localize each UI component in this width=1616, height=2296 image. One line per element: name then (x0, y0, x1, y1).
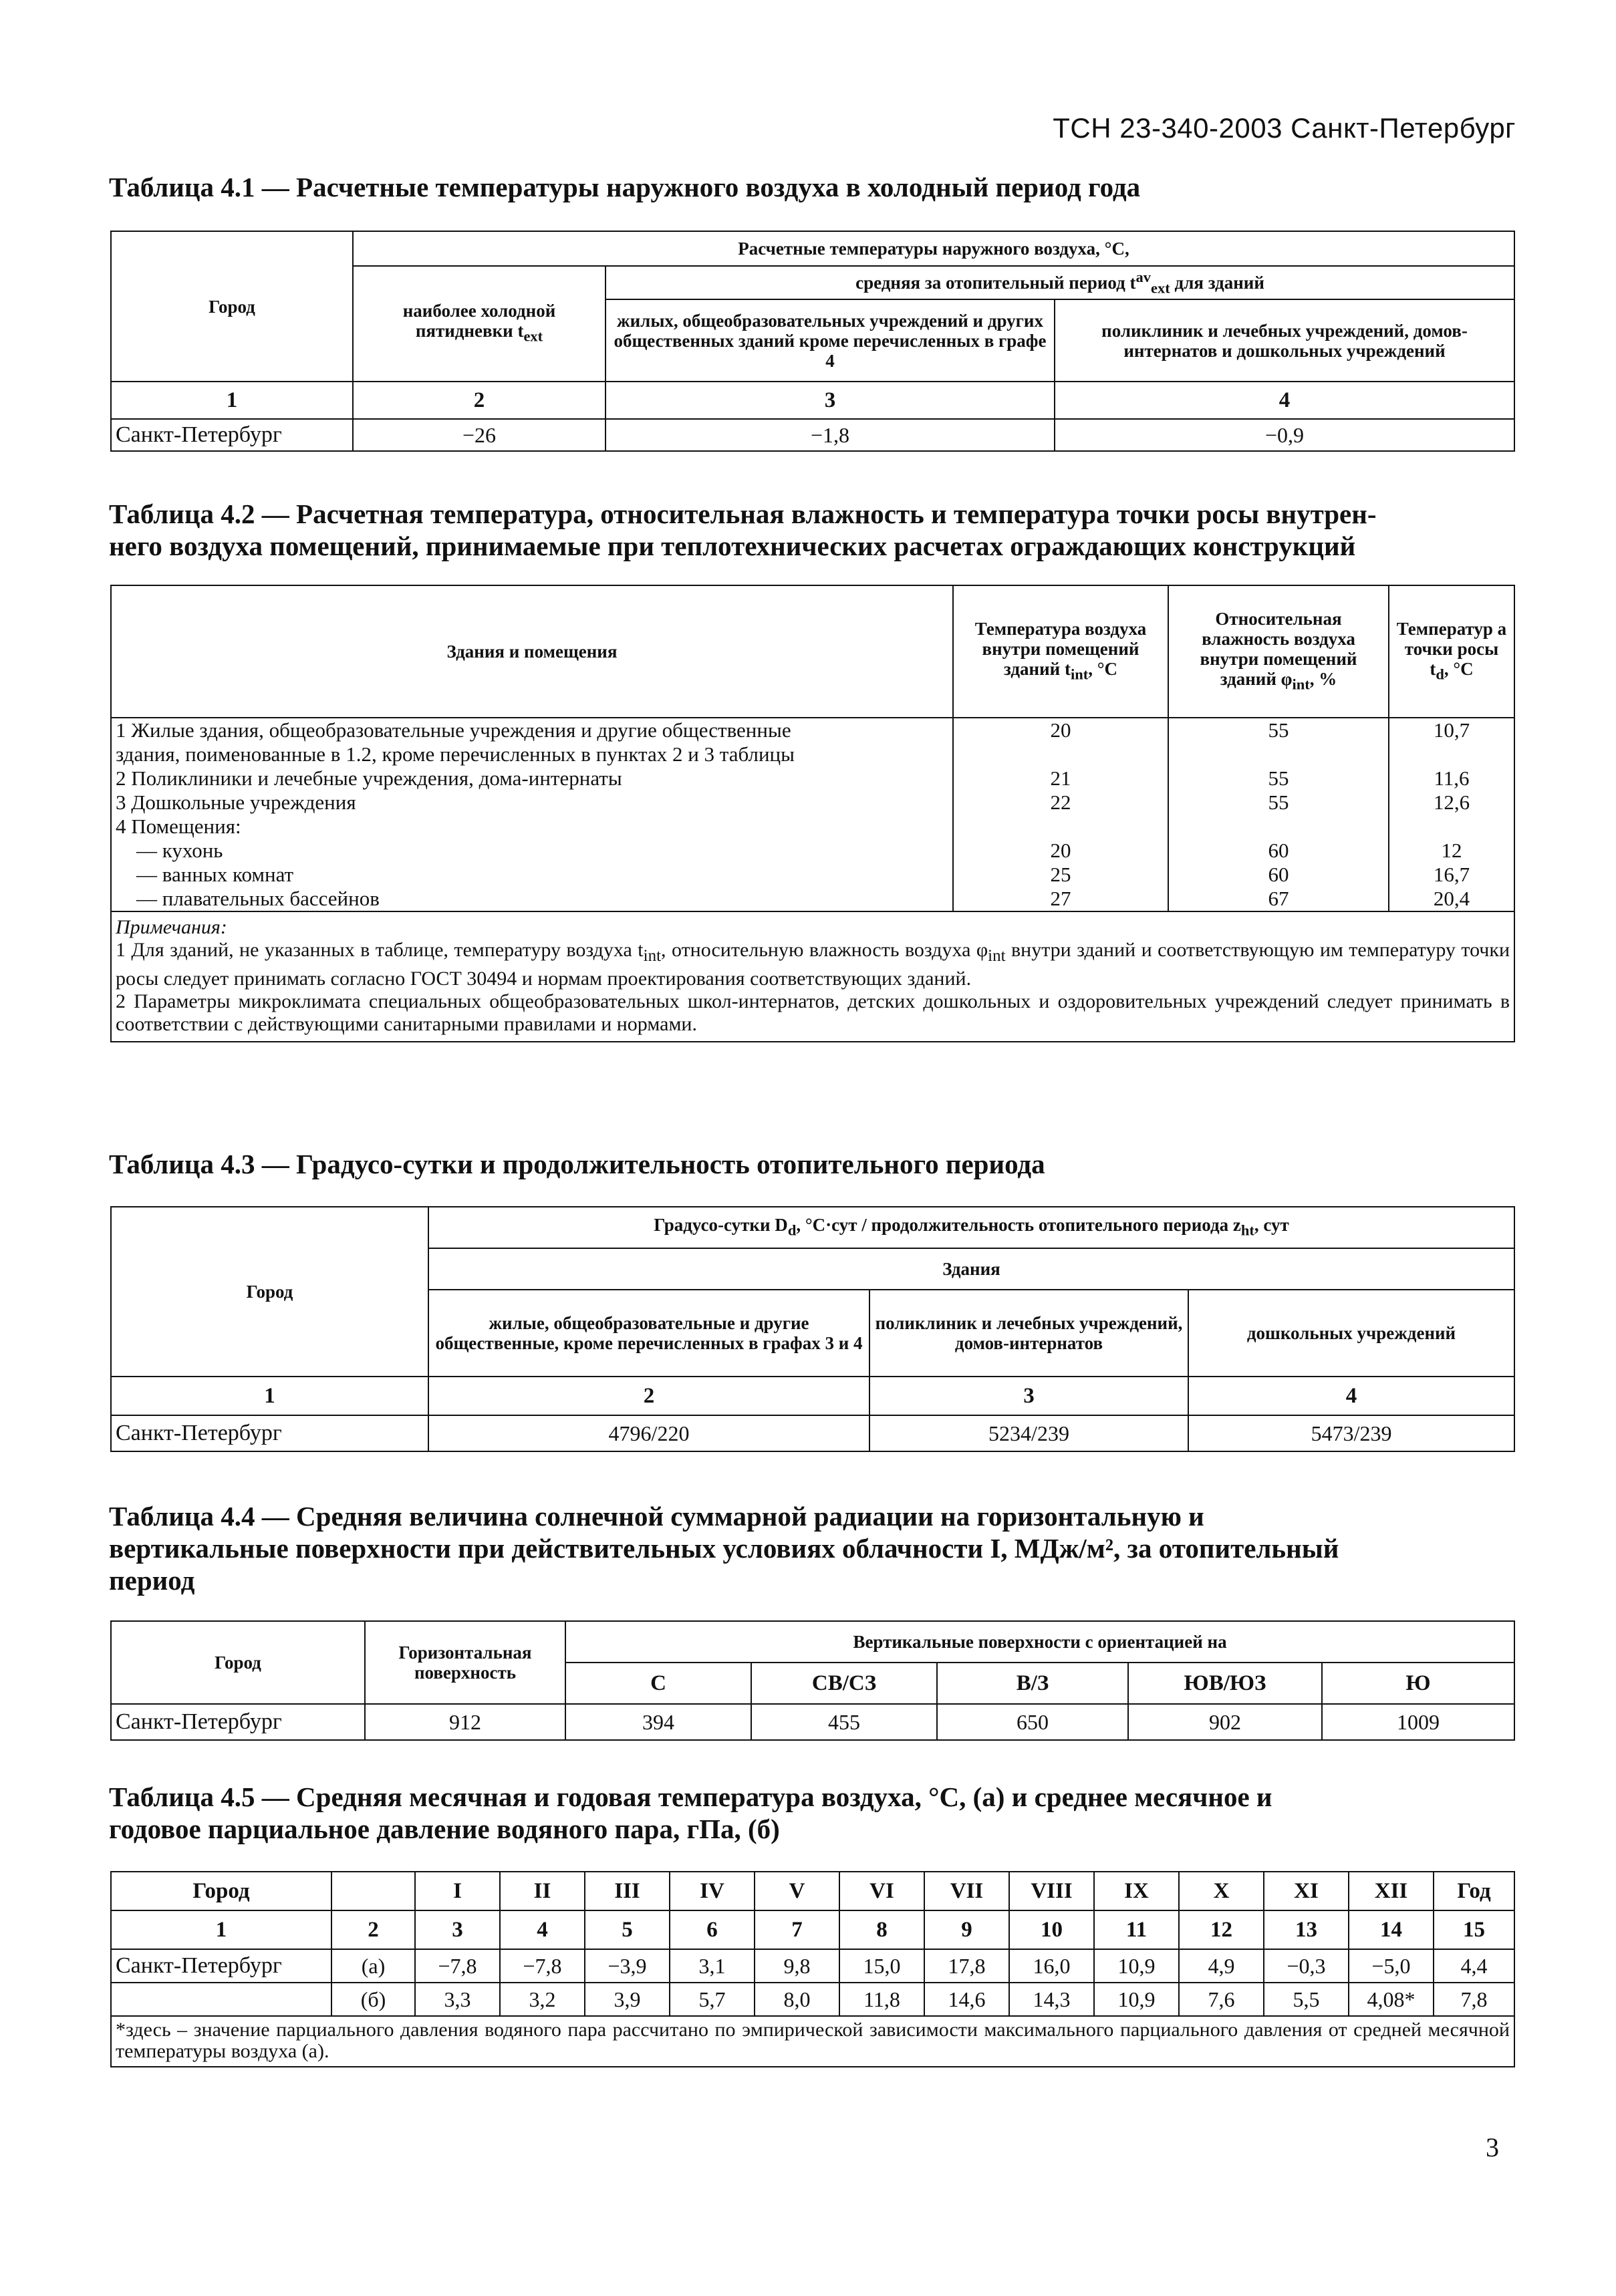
t2-row-temp: 25 (953, 863, 1168, 887)
t3-colnum: 2 (428, 1377, 869, 1415)
t2-row (111, 863, 1514, 887)
t2-row-humidity: 55 (1168, 718, 1389, 742)
t5-month-header: III (585, 1872, 670, 1910)
t5-cell-pressure: 8,0 (755, 1983, 839, 2016)
t3-header-kindergarten: дошкольных учреждений (1188, 1290, 1514, 1377)
t2-header-buildings: Здания и помещения (111, 585, 953, 718)
t1-city: Санкт-Петербург (111, 419, 353, 451)
t5-cell-temperature: 3,1 (670, 1949, 755, 1983)
t5-month-header: IX (1094, 1872, 1179, 1910)
t5-cell-temperature: −3,9 (585, 1949, 670, 1983)
t5-cell-temperature: −7,8 (500, 1949, 585, 1983)
t2-notes (111, 911, 1514, 1042)
t5-colnum: 8 (839, 1910, 924, 1949)
t1-header-cold5: наиболее холодной пятидневки $t_{ext}$ (353, 266, 605, 382)
t2-header-dewpoint: Температур а точки росы $t_d$, °С (1389, 585, 1514, 718)
t5-colnum: 6 (670, 1910, 755, 1949)
t5-cell-temperature: −5,0 (1349, 1949, 1434, 1983)
t4-cell: 912 (365, 1704, 565, 1740)
t5-month-header: VII (924, 1872, 1009, 1910)
t5-footnote: *здесь – значение парциального давления водяного пара рассчитано по эмпирической зависимости максимального парциального давления от средней месячной температуры воздуха (а). (111, 2016, 1514, 2067)
t2-row (111, 815, 1514, 839)
t2-row-temp (953, 815, 1168, 839)
t4-cell: 902 (1128, 1704, 1322, 1740)
t3-cell: 5234/239 (869, 1415, 1188, 1451)
t5-colnum: 13 (1264, 1910, 1349, 1949)
t2-row-label: 1 Жилые здания, общеобразовательные учреждения и другие общественные (111, 718, 953, 742)
t5-cell-pressure: 11,8 (839, 1983, 924, 2016)
t5-month-header: IV (670, 1872, 755, 1910)
t2-row-dewpoint: 12 (1389, 839, 1514, 863)
t2-row-temp: 20 (953, 839, 1168, 863)
t5-month-header: I (415, 1872, 500, 1910)
t4-cell: 455 (751, 1704, 937, 1740)
table-4-5 (110, 1871, 1515, 2067)
table-4-2-title-line1: Таблица 4.2 — Расчетная температура, относительная влажность и температура точки росы внутрен- (109, 498, 1377, 529)
t2-row-temp: 22 (953, 791, 1168, 815)
t5-colnum: 2 (331, 1910, 415, 1949)
t5-cell-temperature: −0,3 (1264, 1949, 1349, 1983)
t5-month-header: Год (1434, 1872, 1514, 1910)
table-4-1-title: Таблица 4.1 — Расчетные температуры наружного воздуха в холодный период года (109, 172, 1141, 202)
t1-header-city: Город (111, 231, 353, 382)
t2-notes-title: Примечания: (116, 916, 227, 938)
table-4-1 (110, 231, 1515, 452)
t5-cell-temperature: 17,8 (924, 1949, 1009, 1983)
t5-city: Санкт-Петербург (111, 1949, 331, 1983)
t1-colnum: 2 (353, 382, 605, 419)
t4-cell: 394 (565, 1704, 751, 1740)
t5-cell-pressure: 3,3 (415, 1983, 500, 2016)
t1-colnum: 1 (111, 382, 353, 419)
t5-month-header: XI (1264, 1872, 1349, 1910)
table-4-3-title: Таблица 4.3 — Градусо-сутки и продолжительность отопительного периода (109, 1149, 1045, 1179)
t2-row (111, 766, 1514, 791)
t2-row (111, 718, 1514, 742)
t2-row-label: — плавательных бассейнов (111, 887, 953, 911)
t2-note-2: 2 Параметры микроклимата специальных общеобразовательных школ-интернатов, детских дошкольных и оздоровительных учреждений следует принимать в соответствии с действующими санитарными правилами и нормами. (116, 990, 1510, 1035)
t5-cell-pressure: 3,2 (500, 1983, 585, 2016)
t5-month-header: V (755, 1872, 839, 1910)
t1-header-group: Расчетные температуры наружного воздуха, °С, (353, 231, 1514, 266)
t1-cell: −0,9 (1055, 419, 1514, 451)
page-number: 3 (1486, 2132, 1499, 2162)
t5-cell-temperature: 15,0 (839, 1949, 924, 1983)
t5-cell-pressure: 7,6 (1179, 1983, 1264, 2016)
t5-colnum: 15 (1434, 1910, 1514, 1949)
t2-row-dewpoint: 11,6 (1389, 766, 1514, 791)
t5-month-header: II (500, 1872, 585, 1910)
t5-cell-temperature: −7,8 (415, 1949, 500, 1983)
t2-header-temp: Температура воздуха внутри помещений зданий $t_{int}$, °С (953, 585, 1168, 718)
t3-colnum: 1 (111, 1377, 428, 1415)
t5-cell-temperature: 4,4 (1434, 1949, 1514, 1983)
t2-row-dewpoint: 10,7 (1389, 718, 1514, 742)
t1-header-clinics: поликлиник и лечебных учреждений, домов-интернатов и дошкольных учреждений (1055, 299, 1514, 382)
t5-header-blank (331, 1872, 415, 1910)
t5-month-header: VIII (1009, 1872, 1094, 1910)
t2-row-temp (953, 742, 1168, 766)
t2-row-temp: 27 (953, 887, 1168, 911)
t5-colnum: 1 (111, 1910, 331, 1949)
t5-cell-pressure: 5,5 (1264, 1983, 1349, 2016)
t2-row-humidity: 55 (1168, 766, 1389, 791)
t2-row (111, 887, 1514, 911)
t2-row-dewpoint: 20,4 (1389, 887, 1514, 911)
t5-colnum: 9 (924, 1910, 1009, 1949)
table-4-4-title-line2: вертикальные поверхности при действительных условиях облачности I, МДж/м², за отопительный (109, 1533, 1339, 1564)
t5-colnum: 3 (415, 1910, 500, 1949)
t5-cell-pressure: 4,08* (1349, 1983, 1434, 2016)
t2-row-label: — ванных комнат (111, 863, 953, 887)
table-4-3 (110, 1206, 1515, 1452)
t5-header-city: Город (111, 1872, 331, 1910)
t2-row-temp: 20 (953, 718, 1168, 742)
t4-cell: 1009 (1322, 1704, 1514, 1740)
t4-header-horizontal: Горизонтальная поверхность (365, 1621, 565, 1704)
t1-cell: −1,8 (605, 419, 1055, 451)
document-header: ТСН 23-340-2003 Санкт-Петербург (1053, 112, 1516, 144)
t2-row-label: здания, поименованные в 1.2, кроме перечисленных в пунктах 2 и 3 таблицы (111, 742, 953, 766)
table-4-5-title-line1: Таблица 4.5 — Средняя месячная и годовая температура воздуха, °С, (а) и среднее месячное и (109, 1781, 1272, 1812)
t2-row-dewpoint: 12,6 (1389, 791, 1514, 815)
table-4-4 (110, 1620, 1515, 1741)
t2-row-humidity (1168, 742, 1389, 766)
t2-row-humidity: 67 (1168, 887, 1389, 911)
t2-row-dewpoint (1389, 815, 1514, 839)
t1-cell: −26 (353, 419, 605, 451)
t4-dir: Ю (1322, 1663, 1514, 1704)
t5-month-header: VI (839, 1872, 924, 1910)
t5-cell-temperature: 10,9 (1094, 1949, 1179, 1983)
t5-cell-pressure: 3,9 (585, 1983, 670, 2016)
t4-dir: СВ/СЗ (751, 1663, 937, 1704)
t4-dir: С (565, 1663, 751, 1704)
t5-month-header: X (1179, 1872, 1264, 1910)
table-4-2-title-line2: него воздуха помещений, принимаемые при теплотехнических расчетах ограждающих конструкций (109, 531, 1356, 561)
t2-row-temp: 21 (953, 766, 1168, 791)
table-4-4-title-line1: Таблица 4.4 — Средняя величина солнечной суммарной радиации на горизонтальную и (109, 1501, 1204, 1532)
t3-city: Санкт-Петербург (111, 1415, 428, 1451)
t4-dir: ЮВ/ЮЗ (1128, 1663, 1322, 1704)
t2-row-label: 2 Поликлиники и лечебные учреждения, дома-интернаты (111, 766, 953, 791)
t3-colnum: 3 (869, 1377, 1188, 1415)
t5-cell-pressure: 7,8 (1434, 1983, 1514, 2016)
t2-note-1: 1 Для зданий, не указанных в таблице, температуру воздуха $t_{int}$, относительную влажность воздуха $\varphi_{int}$ внутри зданий и соответствующую им температуру точки росы следует принимать согласно ГОСТ 30494 и нормам проектирования соответствующих зданий. (116, 939, 1510, 990)
t5-cell-pressure: 5,7 (670, 1983, 755, 2016)
t5-colnum: 10 (1009, 1910, 1094, 1949)
t5-month-header: XII (1349, 1872, 1434, 1910)
t5-colnum: 12 (1179, 1910, 1264, 1949)
t2-row-humidity: 55 (1168, 791, 1389, 815)
t2-row-label: — кухонь (111, 839, 953, 863)
t5-colnum: 7 (755, 1910, 839, 1949)
t5-cell-temperature: 9,8 (755, 1949, 839, 1983)
t2-row-label: 3 Дошкольные учреждения (111, 791, 953, 815)
t1-colnum: 4 (1055, 382, 1514, 419)
table-4-4-title-line3: период (109, 1565, 195, 1596)
t2-row (111, 791, 1514, 815)
t4-dir: В/З (937, 1663, 1128, 1704)
t5-cell-pressure: 10,9 (1094, 1983, 1179, 2016)
t5-cell-temperature: 16,0 (1009, 1949, 1094, 1983)
t1-header-residential: жилых, общеобразовательных учреждений и других общественных зданий кроме перечисленных в графе 4 (605, 299, 1055, 382)
t4-header-vertical: Вертикальные поверхности с ориентацией на (565, 1621, 1514, 1663)
t2-row (111, 839, 1514, 863)
t5-colnum: 11 (1094, 1910, 1179, 1949)
t2-row-dewpoint (1389, 742, 1514, 766)
t5-tag: (б) (331, 1983, 415, 2016)
t2-row-humidity (1168, 815, 1389, 839)
table-4-5-title-line2: годовое парциальное давление водяного пара, гПа, (б) (109, 1814, 780, 1844)
t1-colnum: 3 (605, 382, 1055, 419)
t5-tag: (а) (331, 1949, 415, 1983)
t2-row-label: 4 Помещения: (111, 815, 953, 839)
t2-row-humidity: 60 (1168, 863, 1389, 887)
t4-cell: 650 (937, 1704, 1128, 1740)
t3-cell: 4796/220 (428, 1415, 869, 1451)
t5-colnum: 14 (1349, 1910, 1434, 1949)
t3-header-group: Градусо-сутки $D_d$, °С·сут / продолжительность отопительного периода $z_{ht}$, сут (428, 1207, 1514, 1248)
t5-cell-pressure: 14,3 (1009, 1983, 1094, 2016)
t5-cell-pressure: 14,6 (924, 1983, 1009, 2016)
t5-city (111, 1983, 331, 2016)
t5-colnum: 4 (500, 1910, 585, 1949)
t2-row-humidity: 60 (1168, 839, 1389, 863)
t2-row (111, 742, 1514, 766)
t4-header-city: Город (111, 1621, 365, 1704)
t2-header-humidity: Относительная влажность воздуха внутри помещений зданий $\varphi_{int}$, % (1168, 585, 1389, 718)
t3-header-buildings: Здания (428, 1248, 1514, 1290)
t3-header-city: Город (111, 1207, 428, 1377)
t3-cell: 5473/239 (1188, 1415, 1514, 1451)
t4-city: Санкт-Петербург (111, 1704, 365, 1740)
t5-cell-temperature: 4,9 (1179, 1949, 1264, 1983)
t3-colnum: 4 (1188, 1377, 1514, 1415)
t5-colnum: 5 (585, 1910, 670, 1949)
table-4-2 (110, 585, 1515, 1042)
t3-header-clinics: поликлиник и лечебных учреждений, домов-интернатов (869, 1290, 1188, 1377)
t2-row-dewpoint: 16,7 (1389, 863, 1514, 887)
t1-header-avg: средняя за отопительный период $t^{av}_{ext}$ для зданий (605, 266, 1514, 299)
t3-header-residential: жилые, общеобразовательные и другие общественные, кроме перечисленных в графах 3 и 4 (428, 1290, 869, 1377)
